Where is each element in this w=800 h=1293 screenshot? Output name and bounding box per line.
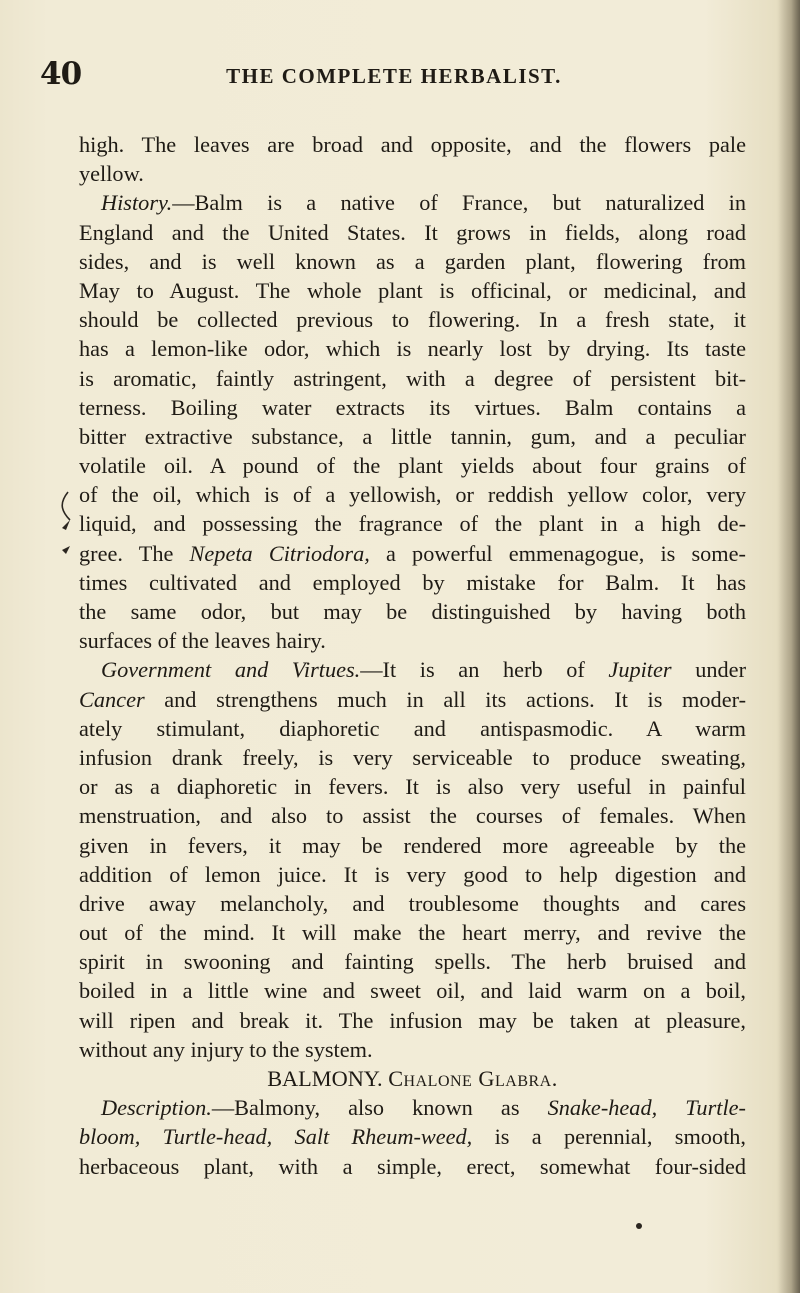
text-run: —Balm is a native of France, but naturalized in [172,190,746,216]
text-line [79,130,746,159]
italic-text: Jupiter [608,657,672,683]
text-line [79,451,746,480]
text-run: has a lemon-like odor, which is nearly lost by drying. Its taste [79,336,746,362]
text-line [79,568,746,597]
text-line [79,831,746,860]
italic-text: Cancer [79,686,145,712]
text-line [79,1093,746,1122]
text-run: given in fevers, it may be rendered more agreeable by the [79,832,746,858]
text-run: sides, and is well known as a garden plant, flowering from [79,248,746,274]
ink-dot [636,1223,642,1229]
text-line [79,247,746,276]
text-line [79,159,746,188]
italic-text: bloom, Turtle-head, Salt Rheum-weed, [79,1124,473,1150]
text-run: addition of lemon juice. It is very good to help digestion and [79,861,746,887]
page-header [40,56,748,96]
text-run: menstruation, and also to assist the courses of females. When [79,803,746,829]
text-run: spirit in swooning and fainting spells. The herb bruised and [79,949,746,975]
text-line [79,947,746,976]
text-run: liquid, and possessing the fragrance of the plant in a high de- [79,511,746,537]
text-line [79,364,746,393]
text-line [79,1035,746,1064]
text-line [79,1122,746,1151]
text-line [79,743,746,772]
italic-text: Description. [101,1095,212,1121]
italic-text: Nepeta Citriodora, [189,540,370,566]
small-caps-text: Chalone Glabra. [388,1066,558,1091]
margin-bracket-mark [52,488,76,588]
text-run: drive away melancholy, and troublesome thoughts and cares [79,890,746,916]
text-run: gree. The [79,540,190,566]
text-line [79,539,746,568]
text-line [79,509,746,538]
text-line [79,218,746,247]
text-run: or as a diaphoretic in fevers. It is also very useful in painful [79,774,746,800]
text-run: May to August. The whole plant is officinal, or medicinal, and [79,277,746,303]
text-line [79,480,746,509]
text-line [79,772,746,801]
text-line [79,626,746,655]
text-line [79,305,746,334]
text-run: BALMONY. [267,1066,389,1091]
text-line [79,889,746,918]
text-run: is a perennial, smooth, [472,1124,746,1150]
page-number: 40 [40,56,82,92]
text-line [79,685,746,714]
text-line [79,655,746,684]
italic-text: Snake-head, Turtle- [547,1095,746,1121]
text-run: of the oil, which is of a yellowish, or reddish yellow color, very [79,482,746,508]
text-line [79,714,746,743]
text-run: and strengthens much in all its actions. It is moder- [144,686,746,712]
text-run: herbaceous plant, with a simple, erect, somewhat four-sided [79,1153,746,1179]
text-run: the same odor, but may be distinguished by having both [79,599,746,624]
text-run: boiled in a little wine and sweet oil, and laid warm on a boil, [79,978,746,1004]
text-run: volatile oil. A pound of the plant yields about four grains of [79,453,746,479]
text-line [79,276,746,305]
text-line [79,1006,746,1035]
text-run: without any injury to the system. [79,1036,373,1062]
text-run: surfaces of the leaves hairy. [79,628,326,654]
text-run: times cultivated and employed by mistake for Balm. It has [79,569,746,595]
text-line [79,334,746,363]
text-run: bitter extractive substance, a little tannin, gum, and a peculiar [79,423,746,449]
text-run: will ripen and break it. The infusion may be taken at pleasure, [79,1007,746,1033]
text-line [79,976,746,1005]
section-heading-line [79,1064,746,1093]
text-run: infusion drank freely, is very serviceable to produce sweating, [79,744,746,770]
text-line [79,801,746,830]
text-run: should be collected previous to flowering. In a fresh state, it [79,307,746,333]
italic-text: Government and Virtues. [101,657,361,683]
text-run: out of the mind. It will make the heart merry, and revive the [79,920,746,946]
text-line [79,860,746,889]
text-run: —Balmony, also known as [211,1095,548,1121]
italic-text: History. [101,190,173,216]
text-run: terness. Boiling water extracts its virtues. Balm contains a [79,394,746,420]
running-head: THE COMPLETE HERBALIST. [226,64,562,88]
text-run: ately stimulant, diaphoretic and antispasmodic. A warm [79,715,746,741]
text-run: high. The leaves are broad and opposite, and the flowers pale [79,132,746,157]
text-line [79,597,746,626]
page-edge-shadow [778,0,800,1293]
text-run: is aromatic, faintly astringent, with a degree of persistent bit- [79,365,746,391]
body-text [79,130,746,1181]
text-line [79,1152,746,1181]
text-run: yellow. [79,161,144,187]
text-run: —It is an herb of [360,657,609,683]
text-run: under [671,657,746,683]
text-line [79,422,746,451]
text-run: England and the United States. It grows in fields, along road [79,219,746,245]
text-line [79,188,746,217]
text-line [79,918,746,947]
text-line [79,393,746,422]
text-run: a powerful emmenagogue, is some- [369,540,746,566]
